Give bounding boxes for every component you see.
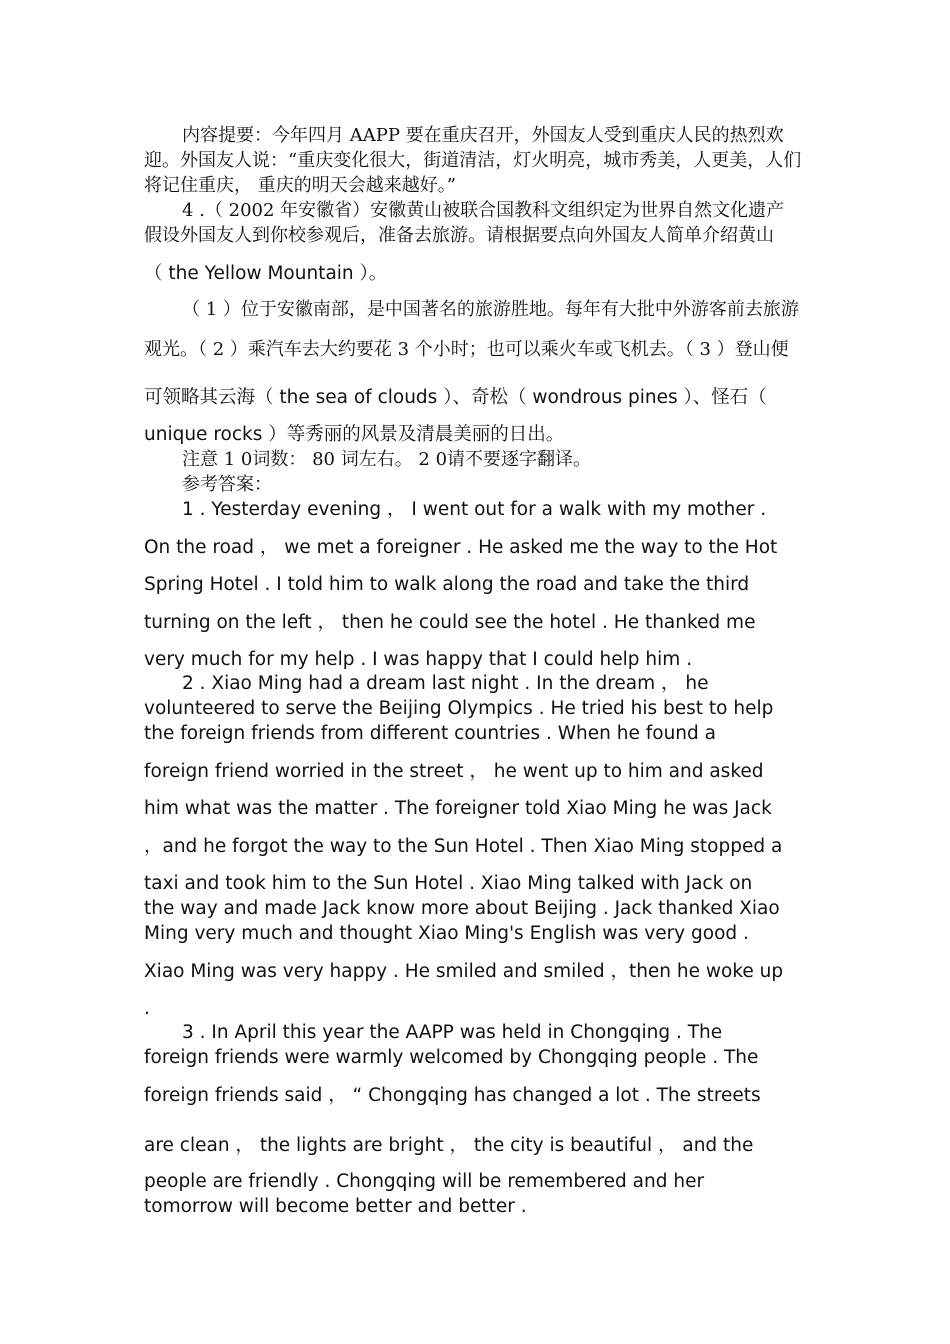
summary-line-1: 内容提要：今年四月 AAPP 要在重庆召开，外国友人受到重庆人民的热烈欢 [182, 125, 784, 146]
answer2-line-4: foreign friend worried in the street ， he went up to him and asked [144, 761, 764, 782]
answer3-line-4: are clean ， the lights are bright ， the city is beautiful ， and the [144, 1135, 754, 1156]
answer2-line-11: . [144, 998, 150, 1019]
answer2-line-6: ，and he forgot the way to the Sun Hotel . Then Xiao Ming stopped a [144, 836, 783, 857]
answer3-line-1: 3 . In April this year the AAPP was held in Chongqing . The [182, 1022, 723, 1043]
answer1-line-3: Spring Hotel . I told him to walk along the road and take the third [144, 574, 750, 595]
answer2-line-9: Ming very much and thought Xiao Ming's English was very good . [144, 923, 749, 944]
answer2-line-7: taxi and took him to the Sun Hotel . Xiao Ming talked with Jack on [144, 873, 753, 894]
task4-title-en: （ the Yellow Mountain ）。 [144, 263, 388, 284]
answer3-line-6: tomorrow will become better and better . [144, 1196, 527, 1217]
answer2-line-2: volunteered to serve the Beijing Olympics . He tried his best to help [144, 698, 774, 719]
task4-point-1: （ 1 ）位于安徽南部，是中国著名的旅游胜地。每年有大批中外游客前去旅游 [182, 299, 799, 320]
answer2-line-3: the foreign friends from different countries . When he found a [144, 723, 716, 744]
task4-heading-line: 4 .（ 2002 年安徽省）安徽黄山被联合国教科文组织定为世界自然文化遗产 [182, 200, 785, 221]
answer3-line-2: foreign friends were warmly welcomed by Chongqing people . The [144, 1047, 759, 1068]
summary-line-2: 迎。外国友人说：“重庆变化很大，街道清洁，灯火明亮，城市秀美，人更美，人们 [144, 150, 802, 171]
answer1-line-5: very much for my help . I was happy that I could help him . [144, 649, 693, 670]
answer3-line-3: foreign friends said ， “ Chongqing has changed a lot . The streets [144, 1085, 761, 1106]
task4-point-3-cont: unique rocks ）等秀丽的风景及清晨美丽的日出。 [144, 424, 565, 445]
answers-heading: 参考答案： [182, 474, 272, 495]
summary-line-3: 将记住重庆， 重庆的明天会越来越好。” [144, 175, 456, 196]
answer2-line-8: the way and made Jack know more about Beijing . Jack thanked Xiao [144, 898, 780, 919]
task4-point-2: 观光。（ 2 ）乘汽车去大约要花 3 个小时；也可以乘火车或飞机去。（ 3 ）登山便 [144, 339, 789, 360]
answer1-line-4: turning on the left ， then he could see the hotel . He thanked me [144, 612, 756, 633]
answer2-line-1: 2 . Xiao Ming had a dream last night . In the dream ， he [182, 673, 709, 694]
task4-point-3: 可领略其云海（ the sea of clouds ）、奇松（ wondrous pines ）、怪石（ [144, 387, 767, 408]
answer1-line-2: On the road ， we met a foreigner . He asked me the way to the Hot [144, 537, 778, 558]
task4-prompt-line: 假设外国友人到你校参观后，准备去旅游。请根据要点向外国友人简单介绍黄山 [144, 225, 774, 246]
answer1-line-1: 1 . Yesterday evening ， I went out for a walk with my mother . [182, 499, 767, 520]
answer3-line-5: people are friendly . Chongqing will be remembered and her [144, 1171, 705, 1192]
answer2-line-5: him what was the matter . The foreigner told Xiao Ming he was Jack [144, 798, 772, 819]
answer2-line-10: Xiao Ming was very happy . He smiled and smiled ，then he woke up [144, 961, 784, 982]
task4-note: 注意 1 0词数： 80 词左右。 2 0请不要逐字翻译。 [182, 449, 592, 470]
